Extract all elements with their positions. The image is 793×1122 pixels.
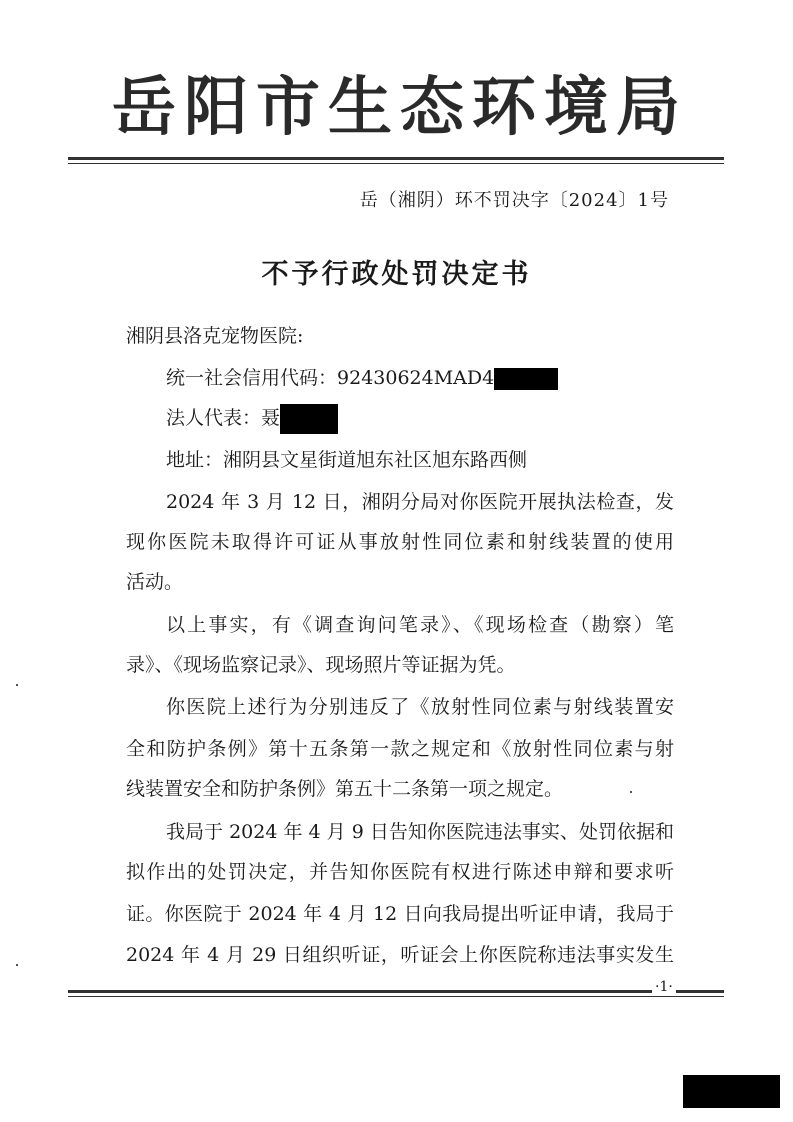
credit-code-value: 92430624MAD4	[337, 367, 495, 389]
paragraph-line: 录》、《现场监察记录》、现场照片等证据为凭。	[126, 654, 516, 676]
paragraph-line: 我局于 2024 年 4 月 9 日告知你医院违法事实、处罚依据和	[166, 821, 674, 843]
paragraph-line: 证。你医院于 2024 年 4 月 12 日向我局提出听证申请，我局于	[126, 903, 674, 925]
redaction-block	[280, 404, 338, 434]
legal-rep-value: 聂	[261, 407, 281, 429]
legal-rep-line	[166, 404, 674, 434]
agency-name: 岳阳市生态环境局	[112, 71, 688, 145]
document-title: 不予行政处罚决定书	[261, 259, 532, 290]
paragraph-line: 以上事实，有《调查询问笔录》、《现场检查（勘察）笔	[166, 614, 674, 636]
redaction-block	[683, 1075, 780, 1108]
document-number: 岳（湘阴）环不罚决字〔2024〕1号	[359, 190, 669, 211]
paragraph-line: 2024 年 4 月 29 日组织听证，听证会上你医院称违法事实发生	[126, 944, 674, 966]
redaction-block	[494, 368, 558, 390]
footer-rule-thin	[68, 996, 724, 997]
scan-speck	[16, 964, 18, 966]
paragraph-line: 全和防护条例》第十五条第一款之规定和《放射性同位素与射	[126, 738, 674, 760]
scan-speck	[630, 791, 632, 793]
party-name: 湘阴县洛克宠物医院:	[126, 325, 304, 347]
paragraph-line: 活动。	[126, 571, 184, 593]
page-number: ·1·	[652, 979, 676, 995]
legal-rep-label: 法人代表：	[166, 407, 262, 429]
paragraph-line: 2024 年 3 月 12 日，湘阴分局对你医院开展执法检查，发	[166, 491, 674, 513]
header-rule-thin	[68, 163, 724, 164]
header-rule-thick	[68, 157, 724, 160]
paragraph-line: 现你医院未取得许可证从事放射性同位素和射线装置的使用	[126, 531, 674, 553]
credit-code-line	[166, 364, 674, 392]
footer-rule-thick	[68, 990, 724, 993]
scan-speck	[16, 684, 18, 686]
paragraph-line: 你医院上述行为分别违反了《放射性同位素与射线装置安	[166, 696, 674, 718]
paragraph-line: 拟作出的处罚决定，并告知你医院有权进行陈述申辩和要求听	[126, 861, 674, 883]
address-line: 地址：湘阴县文星街道旭东社区旭东路西侧	[166, 449, 528, 471]
paragraph-line: 线装置安全和防护条例》第五十二条第一项之规定。	[126, 778, 564, 800]
credit-code-label: 统一社会信用代码：	[166, 367, 338, 389]
